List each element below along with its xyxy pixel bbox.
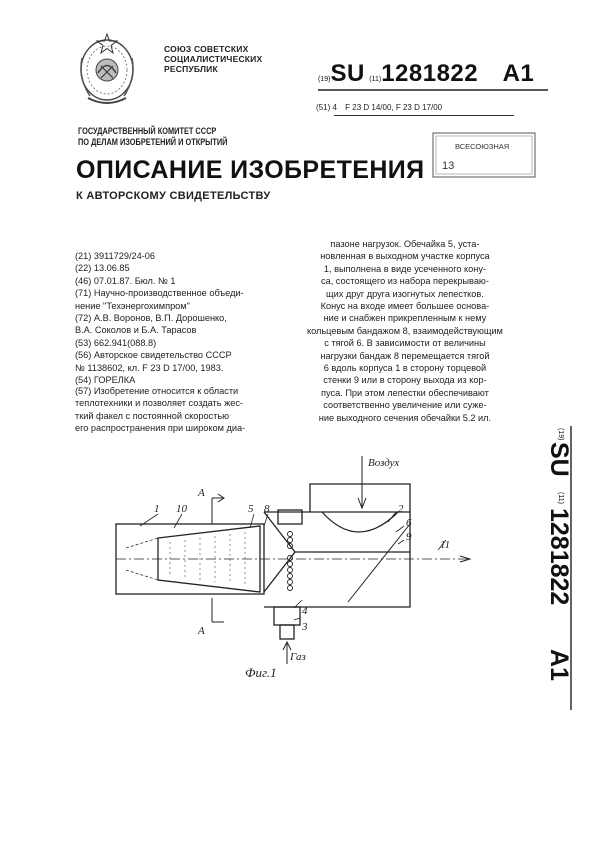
abstract-line: нагрузки бандаж 8 перемещается тягой [320, 350, 490, 361]
committee-line: ГОСУДАРСТВЕННЫЙ КОМИТЕТ СССР [78, 126, 217, 136]
abstract-line: стенки 9 или в сторону выхода из кор- [323, 375, 487, 386]
bibliographic-data [75, 250, 307, 386]
abstract-line: пазоне нагрузок. Обечайка 5, уста- [330, 239, 480, 249]
callout-label: 1 [154, 503, 160, 515]
ussr-emblem [68, 28, 146, 110]
side-number: 1281822 [545, 508, 573, 606]
gas-label: Газ [290, 651, 306, 663]
abstract-line: Конус на входе имеет большее основа- [320, 301, 490, 312]
side-country: SU [545, 442, 573, 477]
section-mark-bottom [212, 598, 224, 622]
abstract-line: новленная в выходном участке корпуса [320, 251, 490, 262]
biblio-line: (56) Авторское свидетельство СССР [75, 350, 232, 361]
pub-country: SU [330, 60, 365, 87]
ipc-code: (51) 4 [316, 103, 337, 112]
biblio-line: нение "Техэнергохимпром" [75, 300, 190, 311]
country-org-name [164, 44, 262, 74]
deflector-line [348, 524, 410, 602]
biblio-line: № 1138602, кл. F 23 D 17/00, 1983. [75, 362, 224, 373]
biblio-line: (71) Научно-производственное объеди- [75, 288, 244, 299]
ipc-classes: F 23 D 14/00, F 23 D 17/00 [345, 103, 443, 112]
callout-label: 8 [264, 503, 270, 515]
abstract-line: са, состоящего из набора перекрываю- [321, 276, 489, 287]
document-subtitle: К АВТОРСКОМУ СВИДЕТЕЛЬСТВУ [76, 190, 271, 202]
biblio-line: (72) А.В. Воронов, В.П. Дорошенко, [75, 313, 227, 324]
abstract-line: ние и снабжен прикрепленным к нему [323, 313, 487, 324]
abstract-line: щих друг друга изогнутых лепестков. [326, 288, 484, 299]
abstract-line: кольцевым бандажом 8, взаимодействующим [307, 325, 503, 336]
pub-underline [318, 88, 548, 92]
biblio-line: (22) 13.06.85 [75, 263, 130, 274]
stamp-text: 13 [442, 160, 455, 172]
section-label-bottom: А [198, 625, 205, 637]
air-arrow [358, 456, 366, 508]
side-code-11: (11) [557, 492, 564, 504]
air-inlet-curve [322, 512, 398, 532]
burner-housing [264, 512, 410, 607]
callout-label: 11 [440, 539, 451, 551]
abstract-left-column [75, 385, 245, 435]
pub-kind: A1 [502, 60, 535, 87]
callout-label: 3 [302, 621, 308, 633]
leader-lines [140, 512, 446, 620]
abstract-line: (57) Изобретение относится к области [75, 386, 239, 396]
abstract-line: 6 вдоль корпуса 1 в сторону торцевой [323, 363, 487, 374]
burner-drawing [100, 452, 520, 692]
committee-name [78, 126, 227, 148]
gas-manifold [274, 607, 300, 625]
abstract-line: ние выходного сечения обечайки 5.2 ил. [318, 412, 492, 423]
abstract-line: ткий факел с постоянной скоростью [75, 410, 230, 421]
document-title: ОПИСАНИЕ ИЗОБРЕТЕНИЯ [76, 156, 425, 184]
air-label: Воздух [368, 457, 400, 469]
callout-label: 9 [406, 531, 412, 543]
callout-label: 10 [176, 503, 187, 515]
section-label-top: А [198, 487, 205, 499]
abstract-line: его распространения при широком диа- [75, 423, 246, 434]
stamp-text: ВСЕСОЮЗНАЯ [455, 142, 510, 151]
side-code-19: (19) [557, 428, 564, 441]
ipc-underline [334, 115, 514, 116]
air-inlet-box [310, 484, 410, 512]
figure-caption: Фиг.1 [245, 665, 277, 680]
callout-label: 2 [398, 503, 404, 515]
publication-number [318, 60, 534, 88]
side-kind: A1 [545, 649, 573, 681]
biblio-line: (53) 662.941(088.8) [75, 337, 157, 348]
callout-label: 4 [302, 605, 308, 617]
org-line: РЕСПУБЛИК [164, 64, 218, 74]
gas-pipe [280, 625, 294, 639]
abstract-line: соответственно увеличение или суже- [323, 400, 487, 411]
org-line: СОЦИАЛИСТИЧЕСКИХ [164, 54, 263, 64]
abstract-right-column [307, 238, 503, 424]
committee-line: ПО ДЕЛАМ ИЗОБРЕТЕНИЙ И ОТКРЫТИЙ [78, 137, 228, 147]
side-publication-number [535, 424, 575, 714]
biblio-line: (54) ГОРЕЛКА [75, 375, 136, 386]
abstract-line: 1, выполнена в виде усеченного кону- [323, 263, 487, 274]
section-mark-top [212, 494, 224, 524]
ipc-classification [316, 103, 442, 112]
pub-number: 1281822 [381, 60, 479, 87]
abstract-line: с тягой 6. В зависимости от величины [324, 338, 486, 349]
biblio-line: (21) 3911729/24-06 [75, 251, 156, 261]
abstract-line: пуса. При этом лепестки обеспечивают [321, 387, 489, 398]
callout-label: 5 [248, 503, 254, 515]
biblio-line: В.А. Соколов и Б.А. Тарасов [75, 325, 197, 336]
biblio-line: (46) 07.01.87. Бюл. № 1 [75, 275, 176, 286]
callout-label: 6 [406, 517, 412, 529]
pub-code-19: (19) [318, 76, 331, 83]
org-line: СОЮЗ СОВЕТСКИХ [164, 44, 249, 54]
pub-code-11: (11) [369, 76, 382, 83]
abstract-line: теплотехники и позволяет создать жес- [75, 398, 243, 409]
